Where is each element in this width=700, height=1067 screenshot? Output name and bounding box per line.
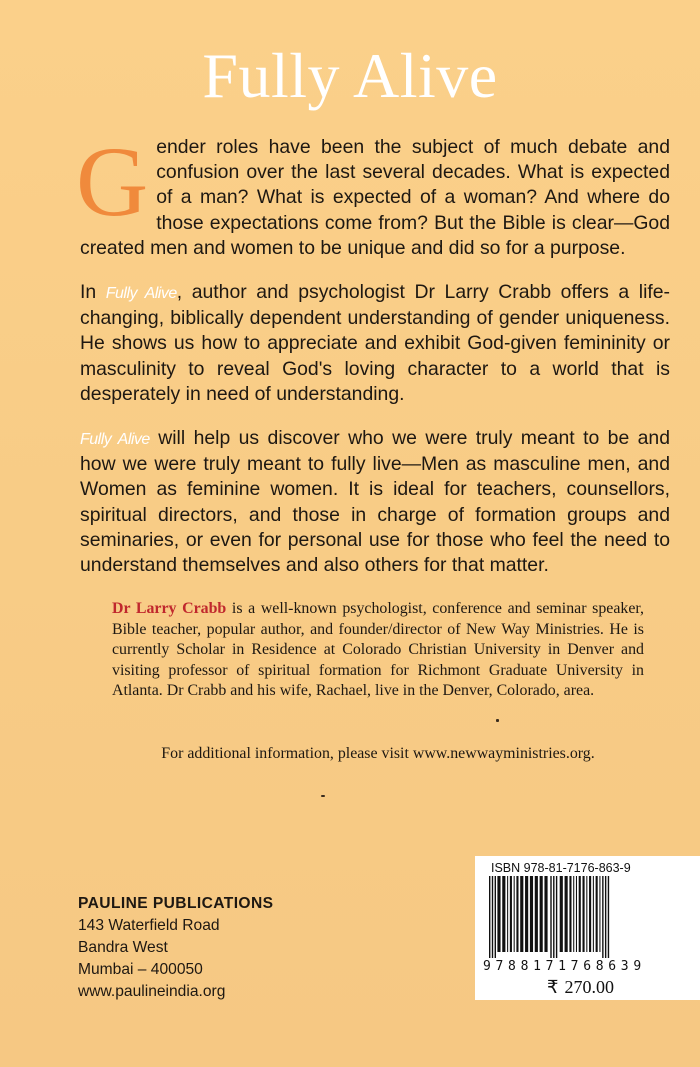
barcode-bar <box>579 876 581 952</box>
price <box>547 977 614 998</box>
author-bio <box>112 599 644 702</box>
print-speck <box>321 795 325 797</box>
barcode-bar <box>514 876 515 952</box>
author-bio-text: is a well-known psychologist, conference and seminar speaker, Bible teacher, popular author, and founder/director of New Way Ministries. He is currently Scholar in Residence at Colorado Christian University in Denver and visiting professor of spiritual formation for Richmont Graduate University in Atlanta. Dr Crabb and his wife, Rachael, live in the Denver, Colorado, area. <box>112 600 644 700</box>
barcode-bar <box>520 876 523 952</box>
title-reference: Fully Alive <box>80 431 150 449</box>
book-title: Fully Alive <box>202 40 498 111</box>
barcode-bar <box>492 876 493 958</box>
barcode-bar <box>602 876 603 958</box>
barcode-bar <box>495 876 496 958</box>
blurb <box>76 126 671 597</box>
barcode-bar <box>550 876 551 958</box>
barcode-bar <box>596 876 598 952</box>
publisher-block <box>78 893 273 1003</box>
barcode-graphic <box>485 876 693 958</box>
barcode-bar <box>497 876 500 952</box>
barcode-bar <box>530 876 533 952</box>
barcode-bar <box>489 876 490 958</box>
barcode-bar <box>593 876 594 952</box>
barcode-bar <box>553 876 554 958</box>
blurb-paragraph-2-lead: In <box>80 281 106 304</box>
barcode-bar <box>589 876 591 952</box>
publisher-website: www.paulineindia.org <box>78 983 226 1000</box>
barcode-bar <box>516 876 518 952</box>
barcode-bar <box>507 876 508 952</box>
barcode-bar <box>540 876 543 952</box>
blurb-paragraph-2 <box>80 280 670 407</box>
barcode-bar <box>556 876 557 958</box>
barcode-bar <box>525 876 528 952</box>
barcode-bar <box>560 876 563 952</box>
blurb-paragraph-3-text: will help us discover who we were truly meant to be and how we were truly meant to fully live—Men as masculine men, and Women as feminine women. It is ideal for teachers, counsellors, spiritual directors, and those in charge of formation groups and seminaries, or even for personal use for those who feel the need to understand themselves and also others for that matter. <box>80 427 670 577</box>
blurb-paragraph-3 <box>80 426 670 578</box>
blurb-paragraph-1 <box>76 126 670 261</box>
publisher-address-line-3: Mumbai – 400050 <box>78 961 203 978</box>
title-reference: Fully Alive <box>105 285 177 303</box>
barcode-bar <box>576 876 577 952</box>
barcode-bar <box>535 876 538 952</box>
visit-website-note: For additional information, please visit www.newwayministries.org. <box>161 745 595 762</box>
rupee-icon: ₹ <box>547 977 559 997</box>
barcode-bar <box>510 876 512 952</box>
blurb-paragraph-2-text: , author and psychologist Dr Larry Crabb offers a life-changing, biblically dependent understanding of gender uniqueness. He shows us how to appreciate and exhibit God-given femininity or masculinity to reveal God's loving character to a world that is desperately in need of understanding. <box>80 281 671 405</box>
publisher-address-line-2: Bandra West <box>78 939 168 956</box>
barcode-bar <box>502 876 505 952</box>
barcode-bar <box>608 876 609 958</box>
publisher-address-line-1: 143 Waterfield Road <box>78 917 220 934</box>
barcode-bar <box>605 876 606 958</box>
price-value: 270.00 <box>564 977 614 997</box>
barcode-bar <box>583 876 585 952</box>
barcode-digits: 9788171768639 <box>483 959 646 974</box>
barcode-bar <box>544 876 547 952</box>
barcode-bar <box>599 876 600 952</box>
author-name: Dr Larry Crabb <box>112 600 227 617</box>
barcode-bar <box>565 876 568 952</box>
publisher-name: PAULINE PUBLICATIONS <box>78 895 274 912</box>
barcode-bar <box>586 876 587 952</box>
print-speck <box>496 719 499 722</box>
barcode-label <box>475 856 700 1000</box>
barcode-bar <box>573 876 574 952</box>
drop-cap: G <box>76 126 149 237</box>
blurb-paragraph-1-text: ender roles have been the subject of much debate and confusion over the last several decades. What is expected of a man? What is expected of a woman? And where do those expectations come from? But the Bible is clear—God created men and women to be unique and did so for a purpose. <box>80 136 670 259</box>
barcode-bar <box>569 876 571 952</box>
isbn-text: ISBN 978-81-7176-863-9 <box>491 861 631 875</box>
